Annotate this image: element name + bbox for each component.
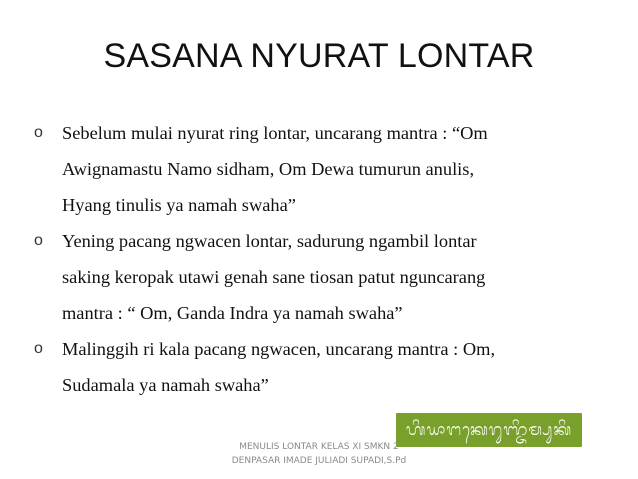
bullet-line: mantra : “ Om, Ganda Indra ya namah swaha”: [62, 303, 403, 323]
slide-title: SASANA NYURAT LONTAR: [103, 37, 535, 75]
balinese-script-text: ᬳᬶᬬᬵᬗᬓᬾᬭᬸᬜ᭄ᬚᬶᬫ᭄ᬧᬸᬓᬶ: [405, 420, 573, 439]
footer-line: MENULIS LONTAR KELAS XI SMKN 2: [239, 442, 399, 452]
bullet-item: [34, 115, 624, 223]
bullet-item: [34, 223, 624, 331]
slide-footer: [214, 440, 424, 468]
bullet-line: Hyang tinulis ya namah swaha”: [62, 195, 296, 215]
bullet-line: saking keropak utawi genah sane tiosan patut nguncarang: [62, 267, 486, 287]
bullet-line: Yening pacang ngwacen lontar, sadurung ngambil lontar: [62, 231, 477, 251]
bullet-list: [34, 115, 624, 403]
bullet-line: Sebelum mulai nyurat ring lontar, uncarang mantra : “Om: [62, 123, 488, 143]
bullet-item: [34, 331, 624, 403]
bullet-marker: o: [34, 340, 43, 357]
bullet-line: Sudamala ya namah swaha”: [62, 375, 269, 395]
bullet-marker: o: [34, 124, 43, 141]
bullet-line: Awignamastu Namo sidham, Om Dewa tumurun anulis,: [62, 159, 475, 179]
bullet-marker: o: [34, 232, 43, 249]
footer-line: DENPASAR IMADE JULIADI SUPADI,S.Pd: [231, 456, 407, 466]
bullet-line: Malinggih ri kala pacang ngwacen, uncarang mantra : Om,: [62, 339, 496, 359]
